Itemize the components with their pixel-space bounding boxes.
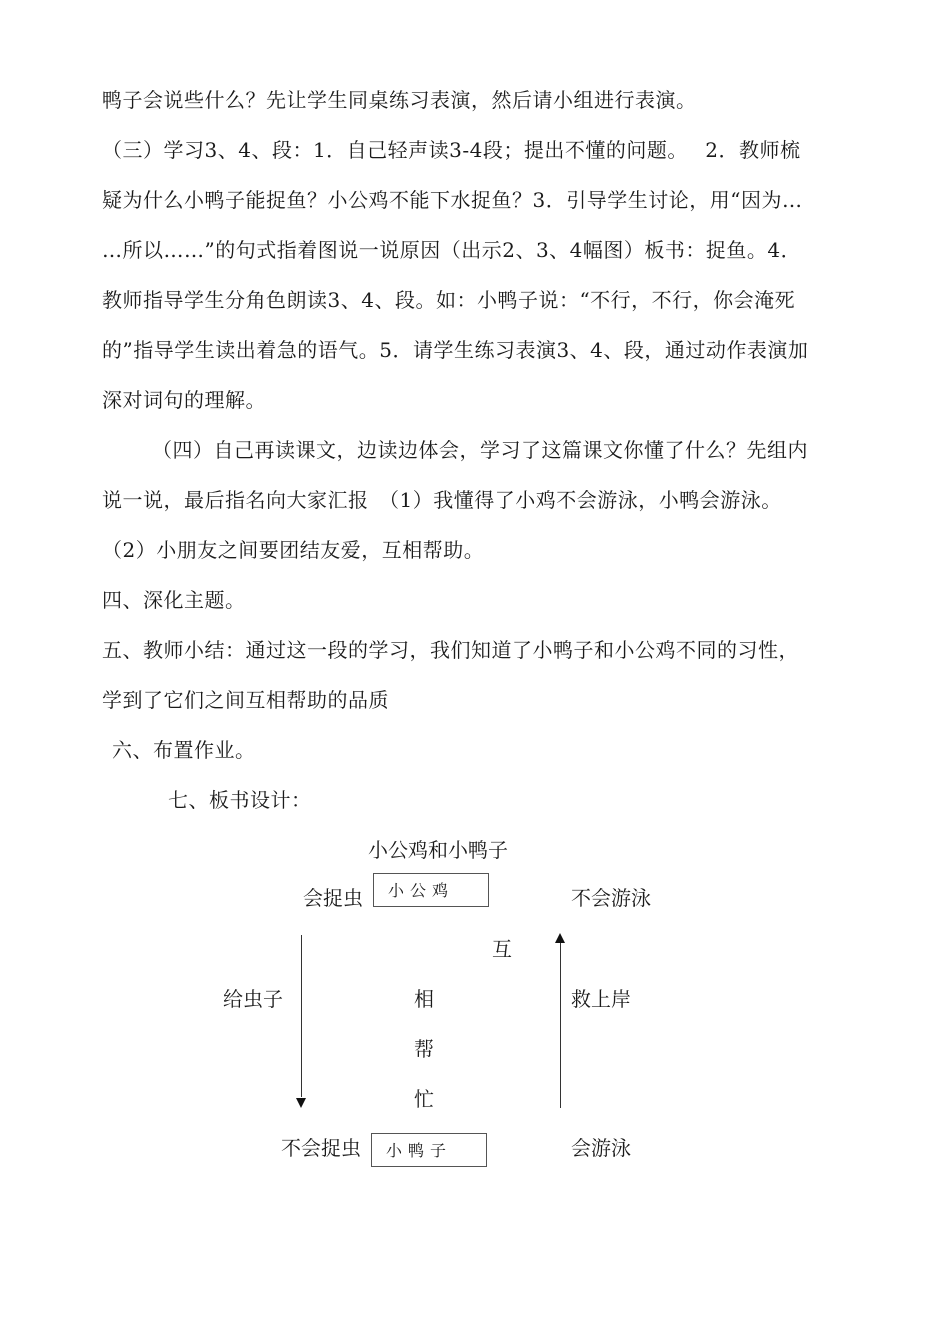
mutual-char-4: 忙 (414, 1087, 434, 1111)
paragraph-line: 五、教师小结：通过这一段的学习，我们知道了小鸭子和小公鸡不同的习性， (102, 638, 799, 662)
board-title: 小公鸡和小鸭子 (368, 838, 508, 862)
section-heading: 六、布置作业。 (112, 738, 256, 762)
paragraph-line: （四）自己再读课文，边读边体会，学习了这篇课文你懂了什么？先组内 (152, 438, 808, 462)
section-heading: 七、板书设计： (168, 788, 312, 812)
paragraph-line: （三）学习3、4、段：1．自己轻声读3-4段；提出不懂的问题。 2．教师梳 (102, 138, 801, 162)
paragraph-line: 说一说，最后指名向大家汇报 （1）我懂得了小鸡不会游泳，小鸭会游泳。 (102, 488, 782, 512)
duck-skill-label: 会游泳 (571, 1136, 631, 1160)
rooster-box: 小公鸡 (373, 873, 489, 907)
mutual-char-3: 帮 (414, 1037, 434, 1061)
duck-box: 小鸭子 (371, 1133, 487, 1167)
rescue-label: 救上岸 (571, 987, 631, 1011)
rooster-skill-label: 会捉虫 (303, 886, 363, 910)
paragraph-line: …所以……”的句式指着图说一说原因（出示2、3、4幅图）板书：捉鱼。4． (102, 238, 802, 262)
mutual-char-1: 互 (492, 937, 512, 961)
up-arrow-head (555, 933, 565, 943)
up-arrow-line (560, 942, 561, 1108)
down-arrow-head (296, 1098, 306, 1108)
give-worms-label: 给虫子 (223, 987, 283, 1011)
mutual-char-2: 相 (414, 987, 434, 1011)
paragraph-line: 深对词句的理解。 (102, 388, 266, 412)
duck-cannot-label: 不会捉虫 (281, 1136, 361, 1160)
rooster-cannot-label: 不会游泳 (571, 886, 651, 910)
paragraph-line: 教师指导学生分角色朗读3、4、段。如：小鸭子说：“不行，不行，你会淹死 (102, 288, 796, 312)
paragraph-line: 学到了它们之间互相帮助的品质 (102, 688, 389, 712)
paragraph-line: 的”指导学生读出着急的语气。5．请学生练习表演3、4、段，通过动作表演加 (102, 338, 809, 362)
section-heading: 四、深化主题。 (102, 588, 246, 612)
paragraph-line: 鸭子会说些什么？先让学生同桌练习表演，然后请小组进行表演。 (102, 88, 697, 112)
down-arrow-line (301, 935, 302, 1097)
paragraph-line: （2）小朋友之间要团结友爱，互相帮助。 (102, 538, 485, 562)
paragraph-line: 疑为什么小鸭子能捉鱼？小公鸡不能下水捉鱼？3．引导学生讨论，用“因为… (102, 188, 803, 212)
